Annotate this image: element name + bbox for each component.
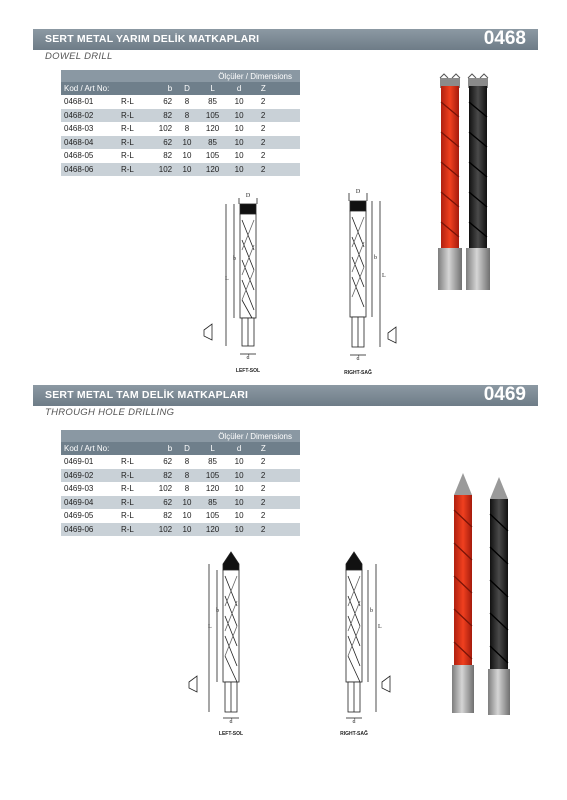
dowel-drill-photo bbox=[430, 72, 500, 297]
cell-code: 0468-05 bbox=[61, 149, 121, 163]
svg-text:b: b bbox=[370, 608, 373, 614]
cell-Z: 2 bbox=[251, 509, 300, 523]
cell-D: 8 bbox=[176, 455, 198, 469]
cell-L: 120 bbox=[198, 523, 228, 537]
cell-Z: 2 bbox=[251, 136, 300, 150]
cell-d: 10 bbox=[227, 469, 251, 483]
cell-code: 0468-06 bbox=[61, 163, 121, 177]
svg-text:d: d bbox=[356, 356, 360, 362]
cell-b: 62 bbox=[148, 455, 176, 469]
section-subtitle: DOWEL DRILL bbox=[45, 51, 113, 62]
through-drill-right-drawing bbox=[320, 548, 410, 738]
dowel-drill-right-drawing bbox=[320, 185, 410, 377]
svg-text:b: b bbox=[216, 608, 219, 614]
cell-code: 0468-03 bbox=[61, 122, 121, 136]
cell-D: 10 bbox=[176, 163, 198, 177]
cell-d: 10 bbox=[227, 482, 251, 496]
col-header-Z: Z bbox=[251, 82, 300, 95]
svg-text:L: L bbox=[225, 276, 229, 282]
cell-Z: 2 bbox=[251, 496, 300, 510]
section-code: 0468 bbox=[483, 28, 526, 49]
cell-code: 0469-06 bbox=[61, 523, 121, 537]
cell-L: 105 bbox=[198, 509, 228, 523]
col-header-L: L bbox=[198, 82, 228, 95]
svg-text:b: b bbox=[233, 256, 236, 262]
cell-D: 8 bbox=[176, 482, 198, 496]
cell-d: 10 bbox=[227, 455, 251, 469]
cell-code: 0468-02 bbox=[61, 109, 121, 123]
table-row bbox=[61, 455, 300, 469]
cell-L: 85 bbox=[198, 455, 228, 469]
svg-text:L: L bbox=[382, 273, 386, 279]
cell-D: 10 bbox=[176, 136, 198, 150]
cell-d: 10 bbox=[227, 109, 251, 123]
cell-d: 10 bbox=[227, 523, 251, 537]
table-row bbox=[61, 482, 300, 496]
section-header-0468 bbox=[33, 29, 538, 50]
cell-D: 8 bbox=[176, 109, 198, 123]
cell-b: 102 bbox=[148, 122, 176, 136]
cell-dir: R-L bbox=[121, 455, 148, 469]
cell-dir: R-L bbox=[121, 136, 148, 150]
cell-L: 85 bbox=[198, 95, 228, 109]
cell-b: 62 bbox=[148, 95, 176, 109]
spec-table-0469 bbox=[61, 430, 300, 536]
section-title: SERT METAL YARIM DELİK MATKAPLARI bbox=[45, 33, 260, 45]
cell-code: 0469-04 bbox=[61, 496, 121, 510]
svg-text:d: d bbox=[246, 355, 250, 361]
cell-dir: R-L bbox=[121, 109, 148, 123]
cell-Z: 2 bbox=[251, 482, 300, 496]
svg-text:L: L bbox=[378, 624, 382, 630]
table-row bbox=[61, 109, 300, 123]
table-row bbox=[61, 136, 300, 150]
cell-Z: 2 bbox=[251, 455, 300, 469]
cell-b: 102 bbox=[148, 523, 176, 537]
col-header-code: Kod / Art No: bbox=[61, 82, 121, 95]
cell-L: 120 bbox=[198, 482, 228, 496]
svg-text:L: L bbox=[208, 624, 212, 630]
cell-D: 8 bbox=[176, 122, 198, 136]
cell-code: 0468-04 bbox=[61, 136, 121, 150]
cell-dir: R-L bbox=[121, 496, 148, 510]
cell-dir: R-L bbox=[121, 469, 148, 483]
table-row bbox=[61, 163, 300, 177]
cell-d: 10 bbox=[227, 136, 251, 150]
through-drill-left-drawing bbox=[185, 548, 265, 738]
cell-d: 10 bbox=[227, 163, 251, 177]
cell-b: 62 bbox=[148, 136, 176, 150]
cell-D: 8 bbox=[176, 95, 198, 109]
dimensions-label: Ölçüler / Dimensions bbox=[61, 430, 300, 442]
cell-dir: R-L bbox=[121, 95, 148, 109]
cell-b: 102 bbox=[148, 482, 176, 496]
table-row bbox=[61, 509, 300, 523]
cell-D: 10 bbox=[176, 496, 198, 510]
cell-Z: 2 bbox=[251, 149, 300, 163]
col-header-code: Kod / Art No: bbox=[61, 442, 121, 455]
table-row bbox=[61, 496, 300, 510]
cell-Z: 2 bbox=[251, 109, 300, 123]
cell-code: 0469-03 bbox=[61, 482, 121, 496]
col-header-d: d bbox=[227, 442, 251, 455]
svg-text:d: d bbox=[229, 719, 233, 725]
cell-Z: 2 bbox=[251, 523, 300, 537]
cell-d: 10 bbox=[227, 95, 251, 109]
cell-Z: 2 bbox=[251, 469, 300, 483]
col-header-Z: Z bbox=[251, 442, 300, 455]
spec-table-0468 bbox=[61, 70, 300, 176]
cell-dir: R-L bbox=[121, 149, 148, 163]
table-header-row bbox=[61, 82, 300, 95]
section-code: 0469 bbox=[483, 384, 526, 405]
cell-code: 0469-01 bbox=[61, 455, 121, 469]
cell-Z: 2 bbox=[251, 122, 300, 136]
cell-dir: R-L bbox=[121, 163, 148, 177]
svg-text:b: b bbox=[374, 255, 377, 261]
cell-code: 0469-02 bbox=[61, 469, 121, 483]
col-header-D: D bbox=[176, 82, 198, 95]
table-row bbox=[61, 469, 300, 483]
cell-b: 82 bbox=[148, 469, 176, 483]
dimensions-label: Ölçüler / Dimensions bbox=[61, 70, 300, 82]
cell-Z: 2 bbox=[251, 95, 300, 109]
cell-code: 0469-05 bbox=[61, 509, 121, 523]
cell-d: 10 bbox=[227, 122, 251, 136]
cell-dir: R-L bbox=[121, 482, 148, 496]
cell-b: 82 bbox=[148, 109, 176, 123]
cell-L: 120 bbox=[198, 122, 228, 136]
cell-D: 10 bbox=[176, 149, 198, 163]
cell-dir: R-L bbox=[121, 122, 148, 136]
col-header-D: D bbox=[176, 442, 198, 455]
svg-text:D: D bbox=[245, 193, 251, 199]
cell-L: 120 bbox=[198, 163, 228, 177]
dowel-drill-left-drawing bbox=[196, 190, 276, 375]
section-subtitle: THROUGH HOLE DRILLING bbox=[45, 407, 175, 418]
cell-b: 102 bbox=[148, 163, 176, 177]
cell-b: 62 bbox=[148, 496, 176, 510]
table-row bbox=[61, 149, 300, 163]
cell-d: 10 bbox=[227, 149, 251, 163]
col-header-d: d bbox=[227, 82, 251, 95]
through-drill-photo bbox=[445, 465, 530, 720]
svg-text:d: d bbox=[352, 719, 356, 725]
cell-dir: R-L bbox=[121, 523, 148, 537]
col-header-b: b bbox=[148, 442, 176, 455]
cell-b: 82 bbox=[148, 149, 176, 163]
cell-Z: 2 bbox=[251, 163, 300, 177]
drawing-label-left: LEFT-SOL bbox=[218, 731, 244, 737]
cell-D: 10 bbox=[176, 509, 198, 523]
col-header-L: L bbox=[198, 442, 228, 455]
col-header-dir bbox=[121, 82, 148, 95]
table-header-row bbox=[61, 442, 300, 455]
cell-d: 10 bbox=[227, 509, 251, 523]
table-row bbox=[61, 523, 300, 537]
section-title: SERT METAL TAM DELİK MATKAPLARI bbox=[45, 389, 249, 401]
col-header-dir bbox=[121, 442, 148, 455]
cell-L: 105 bbox=[198, 469, 228, 483]
cell-L: 85 bbox=[198, 496, 228, 510]
drawing-label-right: RIGHT-SAĞ bbox=[344, 370, 372, 376]
drawing-label-right: RIGHT-SAĞ bbox=[340, 731, 368, 737]
drawing-label-left: LEFT-SOL bbox=[235, 368, 261, 374]
cell-d: 10 bbox=[227, 496, 251, 510]
table-row bbox=[61, 95, 300, 109]
col-header-b: b bbox=[148, 82, 176, 95]
cell-L: 105 bbox=[198, 109, 228, 123]
cell-L: 85 bbox=[198, 136, 228, 150]
table-row bbox=[61, 122, 300, 136]
cell-D: 10 bbox=[176, 523, 198, 537]
svg-text:D: D bbox=[355, 189, 361, 195]
cell-D: 8 bbox=[176, 469, 198, 483]
cell-code: 0468-01 bbox=[61, 95, 121, 109]
cell-L: 105 bbox=[198, 149, 228, 163]
cell-dir: R-L bbox=[121, 509, 148, 523]
section-header-0469 bbox=[33, 385, 538, 406]
cell-b: 82 bbox=[148, 509, 176, 523]
